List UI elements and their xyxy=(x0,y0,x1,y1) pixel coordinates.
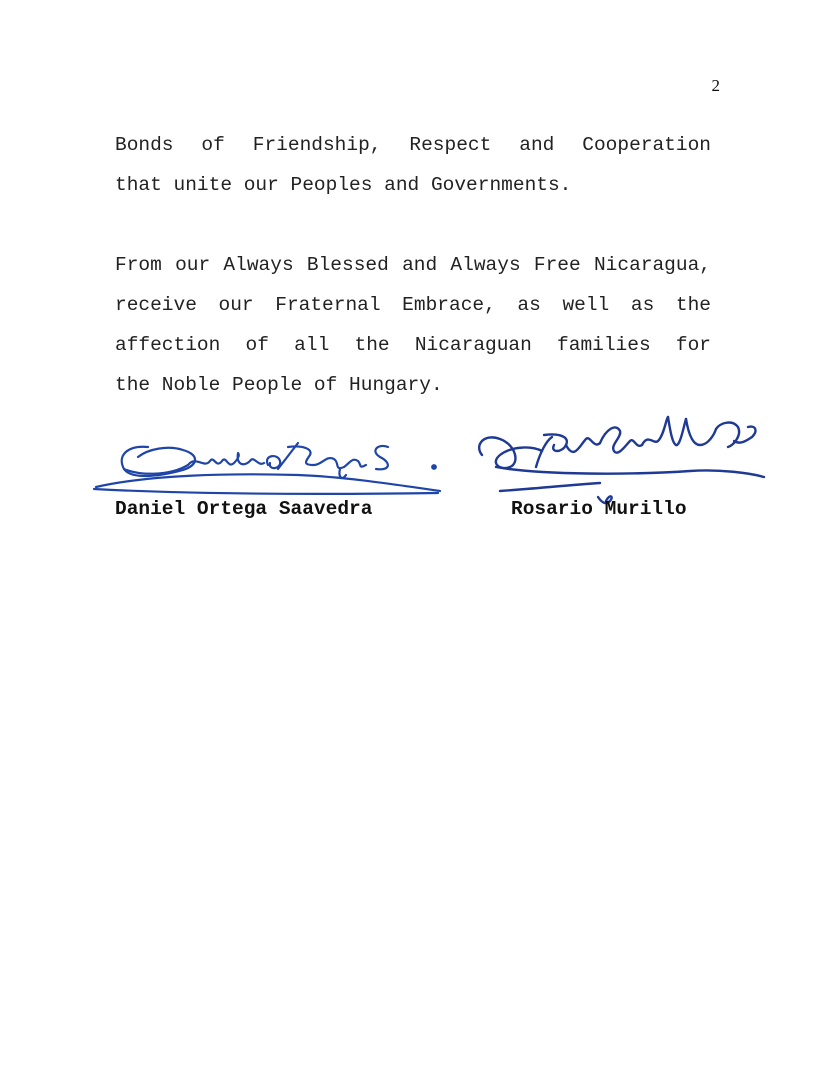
signer-name-murillo: Rosario Murillo xyxy=(511,498,687,520)
page-number: 2 xyxy=(711,76,720,95)
paragraph-line: that unite our Peoples and Governments. xyxy=(115,174,572,196)
paragraph-closing-bonds xyxy=(115,125,711,205)
paragraph-line: receive our Fraternal Embrace, as well as the xyxy=(115,294,711,316)
paragraph-fraternal-embrace xyxy=(115,245,711,405)
paragraph-line: the Noble People of Hungary. xyxy=(115,374,443,396)
signer-name-ortega: Daniel Ortega Saavedra xyxy=(115,498,373,520)
paragraph-line: affection of all the Nicaraguan families for xyxy=(115,334,711,356)
paragraph-line: From our Always Blessed and Always Free Nicaragua, xyxy=(115,254,711,276)
signature-ortega xyxy=(88,425,448,505)
paragraph-line: Bonds of Friendship, Respect and Cooperation xyxy=(115,134,711,156)
